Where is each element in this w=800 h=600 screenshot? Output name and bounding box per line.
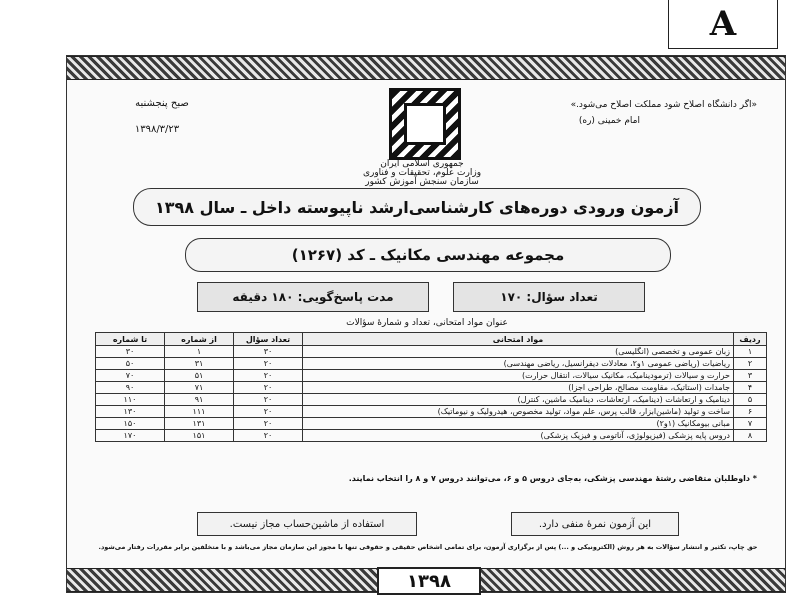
ornamental-border-top <box>67 56 785 80</box>
cell: ساخت و تولید (ماشین‌ابزار، قالب پرس، علم مواد، تولید مخصوص، هیدرولیک و نیوماتیک) <box>303 406 734 418</box>
year-badge: ۱۳۹۸ <box>377 567 481 595</box>
calculator-rule: استفاده از ماشین‌حساب مجاز نیست. <box>197 512 417 536</box>
cell: ۱۱۰ <box>96 394 165 406</box>
exam-subtitle: مجموعه مهندسی مکانیک ـ کد (۱۲۶۷) <box>185 238 671 272</box>
exam-date: ۱۳۹۸/۳/۲۳ <box>134 124 180 135</box>
cell: ۷ <box>734 418 767 430</box>
exam-day: صبح پنجشنبه <box>135 98 189 109</box>
cell: ۲۰ <box>234 358 303 370</box>
cell: ۴ <box>734 382 767 394</box>
table-row <box>96 430 767 442</box>
question-count: تعداد سؤال: ۱۷۰ <box>453 282 645 312</box>
cell: ۲۰ <box>234 394 303 406</box>
quote-author: امام خمینی (ره) <box>578 116 640 126</box>
cell: ۵ <box>734 394 767 406</box>
organization-logo-icon <box>389 88 461 160</box>
cell: ۸ <box>734 430 767 442</box>
cell: دینامیک و ارتعاشات (دینامیک، ارتعاشات، دینامیک ماشین، کنترل) <box>303 394 734 406</box>
org-line-2: وزارت علوم، تحقیقات و فناوری <box>362 168 482 178</box>
table-note: * داوطلبان متقاضی رشتهٔ مهندسی پزشکی، به‌جای دروس ۵ و ۶، می‌توانند دروس ۷ و ۸ را انتخاب نمایند. <box>348 474 757 483</box>
cell: زبان عمومی و تخصصی (انگلیسی) <box>303 346 734 358</box>
cell: ریاضیات (ریاضی عمومی ۱و۲، معادلات دیفرانسیل، ریاضی مهندسی) <box>303 358 734 370</box>
form-letter: A <box>709 4 737 44</box>
cell: ۱۵۰ <box>96 418 165 430</box>
cell: ۱۷۰ <box>96 430 165 442</box>
cell: ۳ <box>734 370 767 382</box>
cell: ۱۱۱ <box>165 406 234 418</box>
cell: ۲۰ <box>234 370 303 382</box>
cell: ۵۰ <box>96 358 165 370</box>
table-row <box>96 382 767 394</box>
col-row: ردیف <box>734 333 767 346</box>
col-from: از شماره <box>165 333 234 346</box>
exam-title: آزمون ورودی دوره‌های کارشناسی‌ارشد ناپیوسته داخل ـ سال ۱۳۹۸ <box>133 188 701 226</box>
table-row <box>96 346 767 358</box>
cell: ۷۱ <box>165 382 234 394</box>
cell: ۳۱ <box>165 358 234 370</box>
cell: دروس پایه پزشکی (فیزیولوژی، آناتومی و فیزیک پزشکی) <box>303 430 734 442</box>
table-caption: عنوان مواد امتحانی، تعداد و شمارهٔ سؤالات <box>346 318 508 328</box>
col-subject: مواد امتحانی <box>303 333 734 346</box>
subjects-table <box>95 332 767 442</box>
table-row <box>96 370 767 382</box>
ornamental-border-bottom <box>67 568 785 592</box>
cell: ۵۱ <box>165 370 234 382</box>
cell: ۳۰ <box>234 346 303 358</box>
table-header-row <box>96 333 767 346</box>
table-row <box>96 358 767 370</box>
col-count: تعداد سؤال <box>234 333 303 346</box>
quote: «اگر دانشگاه اصلاح شود مملکت اصلاح می‌شود.» <box>570 100 757 110</box>
table-row <box>96 418 767 430</box>
cell: ۲۰ <box>234 430 303 442</box>
table-row <box>96 406 767 418</box>
cell: ۲۰ <box>234 418 303 430</box>
cell: مبانی بیومکانیک (۱و۲) <box>303 418 734 430</box>
cell: ۶ <box>734 406 767 418</box>
org-line-3: سازمان سنجش آموزش کشور <box>365 177 479 187</box>
cell: ۲۰ <box>234 406 303 418</box>
cell: ۷۰ <box>96 370 165 382</box>
cell: ۱۳۰ <box>96 406 165 418</box>
cell: ۱۵۱ <box>165 430 234 442</box>
cell: ۹۰ <box>96 382 165 394</box>
cell: ۲ <box>734 358 767 370</box>
exam-cover-sheet <box>66 55 786 593</box>
answer-time: مدت پاسخ‌گویی: ۱۸۰ دقیقه <box>197 282 429 312</box>
table-row <box>96 394 767 406</box>
form-letter-box <box>668 0 778 49</box>
cell: ۱۳۱ <box>165 418 234 430</box>
cell: ۱ <box>734 346 767 358</box>
cell: جامدات (استاتیک، مقاومت مصالح، طراحی اجزا) <box>303 382 734 394</box>
negative-score-rule: این آزمون نمرهٔ منفی دارد. <box>511 512 679 536</box>
cell: حرارت و سیالات (ترمودینامیک، مکانیک سیالات، انتقال حرارت) <box>303 370 734 382</box>
col-to: تا شماره <box>96 333 165 346</box>
cell: ۲۰ <box>234 382 303 394</box>
org-line-1: جمهوری اسلامی ایران <box>380 159 464 169</box>
cell: ۱ <box>165 346 234 358</box>
copyright-footer: حق چاپ، تکثیر و انتشار سؤالات به هر روش (الکترونیکی و ...) پس از برگزاری آزمون، برای تمامی اشخاص حقیقی و حقوقی تنها با مجوز این سازمان مجاز می‌باشد و با متخلفین برابر مقررات رفتار می‌شود. <box>98 543 758 551</box>
cell: ۳۰ <box>96 346 165 358</box>
cell: ۹۱ <box>165 394 234 406</box>
